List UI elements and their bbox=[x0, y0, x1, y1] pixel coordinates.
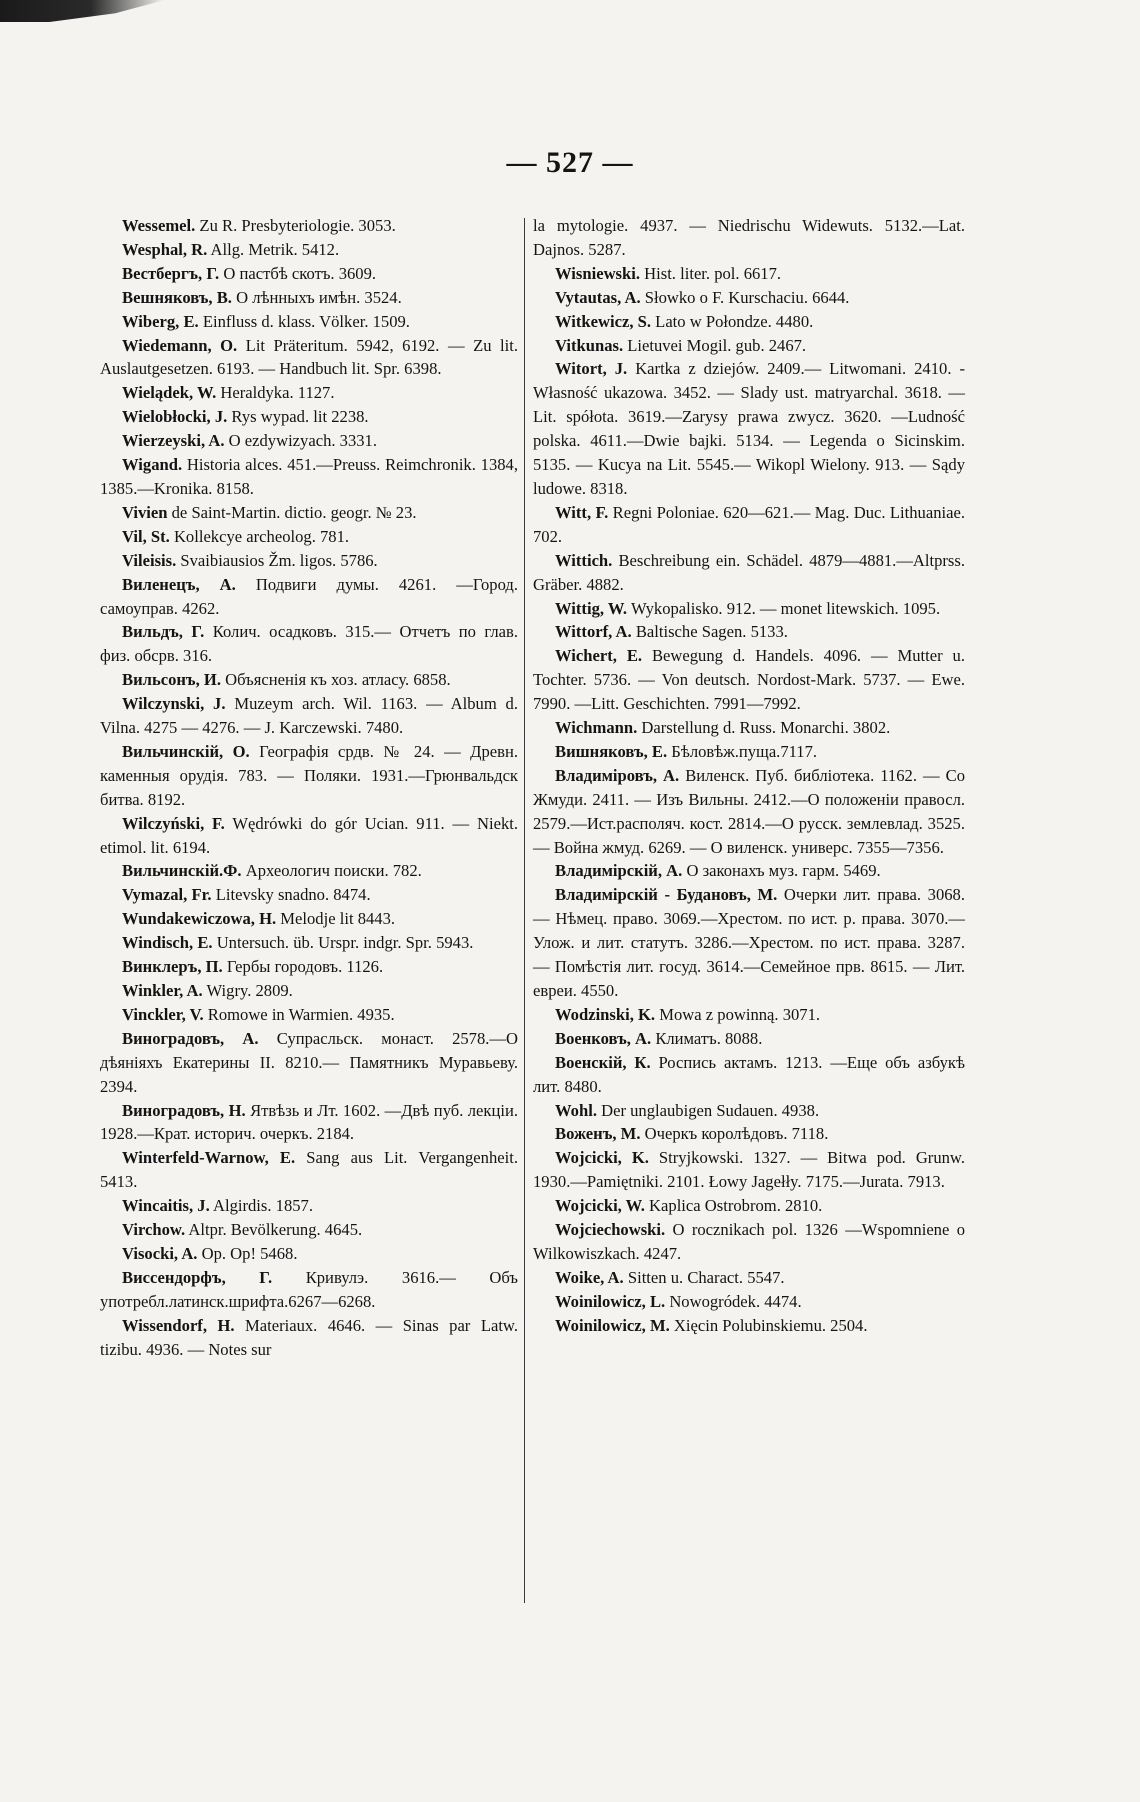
entry-works: Materiaux. 4646. — Sinas par Latw. tizibu. 4936. — Notes sur bbox=[100, 1315, 518, 1359]
entry-works: Kartka z dziejów. 2409.— Litwomani. 2410. - Własność ukazowa. 3452. — Slady ust. matryarchal. 3618. — Lit. spółota. 3619.—Zarysy prawa zwycz. 3620. —Ludność polska. 4611.—Dwie bajki. 5134. — Legenda o Sicinskim. 5135. — Kucya na Lit. 5545.— Wikopl Wielony. 913. — Sądy ludowe. 8318. bbox=[533, 359, 965, 498]
index-entry bbox=[100, 1218, 518, 1242]
entry-author: Windisch, E. bbox=[122, 933, 213, 953]
entry-author: Wissendorf, H. bbox=[122, 1315, 235, 1335]
entry-author: Wittich. bbox=[555, 550, 613, 570]
index-entry bbox=[533, 501, 965, 549]
entry-author: Wojcicki, K. bbox=[555, 1148, 649, 1168]
entry-author: Wierzeyski, A. bbox=[122, 431, 225, 451]
entry-works: la mytologie. 4937. — Niedrischu Widewuts. 5132.—Lat. Dajnos. 5287. bbox=[533, 216, 965, 259]
entry-author: Вешняковъ, В. bbox=[122, 287, 232, 307]
entry-author: Vil, St. bbox=[122, 526, 170, 546]
index-entry bbox=[100, 812, 518, 860]
index-entry bbox=[533, 1314, 965, 1338]
index-entry bbox=[100, 573, 518, 621]
index-entry bbox=[533, 1099, 965, 1123]
entry-author: Винклеръ, П. bbox=[122, 957, 223, 977]
entry-author: Wincaitis, J. bbox=[122, 1196, 210, 1216]
index-entry bbox=[100, 1314, 518, 1362]
index-entry bbox=[533, 1051, 965, 1099]
entry-works: Кривулэ. 3616.— Объ употребл.латинск.шрифта.6267—6268. bbox=[100, 1267, 518, 1311]
index-entry bbox=[100, 310, 518, 334]
index-entry bbox=[100, 979, 518, 1003]
index-entry bbox=[533, 286, 965, 310]
right-column bbox=[533, 214, 965, 1338]
entry-works: Muzeym arch. Wil. 1163. — Album d. Vilna. 4275 — 4276. — J. Karczewski. 7480. bbox=[100, 694, 519, 738]
page-number: — 527 — bbox=[506, 146, 634, 179]
index-entry bbox=[100, 1027, 518, 1099]
entry-works: Der unglaubigen Sudauen. 4938. bbox=[596, 1100, 820, 1120]
entry-works: Wykopalisko. 912. — monet litewskich. 1095. bbox=[627, 598, 941, 618]
index-entry bbox=[533, 214, 965, 262]
entry-author: Wohl. bbox=[555, 1100, 597, 1120]
index-entry bbox=[533, 716, 965, 740]
entry-works: О пастбѣ скотъ. 3609. bbox=[219, 263, 377, 283]
entry-author: Вильдъ, Г. bbox=[122, 622, 205, 642]
entry-author: Wittorf, A. bbox=[555, 622, 632, 642]
entry-author: Vinckler, V. bbox=[122, 1004, 204, 1024]
entry-works: Sitten u. Charact. 5547. bbox=[623, 1267, 785, 1287]
index-entry bbox=[100, 549, 518, 573]
entry-author: Winterfeld-Warnow, E. bbox=[122, 1148, 296, 1168]
index-entry bbox=[100, 668, 518, 692]
entry-author: Wielobłocki, J. bbox=[122, 407, 228, 427]
entry-works: Археологич поиски. 782. bbox=[241, 861, 422, 881]
index-entry bbox=[533, 262, 965, 286]
entry-author: Virchow. bbox=[122, 1220, 186, 1240]
entry-works: Объясненія къ хоз. атласу. 6858. bbox=[220, 670, 451, 690]
index-entry bbox=[100, 405, 518, 429]
entry-works: Rys wypad. lit 2238. bbox=[227, 407, 369, 427]
entry-author: Witkewicz, S. bbox=[555, 311, 652, 331]
entry-works: Heraldyka. 1127. bbox=[216, 383, 335, 403]
entry-author: Visocki, A. bbox=[122, 1243, 198, 1263]
index-entry bbox=[533, 1146, 965, 1194]
entry-works: Zu R. Presbyteriologie. 3053. bbox=[195, 216, 396, 235]
entry-works: Regni Poloniae. 620—621.— Mag. Duc. Lithuaniae. 702. bbox=[533, 502, 966, 546]
entry-works: Stryjkowski. 1327. — Bitwa pod. Grunw. 1930.—Pamiętniki. 2101. Łowy Jagełły. 7175.—Jurata. 7913. bbox=[533, 1148, 965, 1192]
entry-works: Historia alces. 451.—Preuss. Reimchronik. 1384, 1385.—Kronika. 8158. bbox=[100, 455, 518, 498]
entry-works: Einfluss d. klass. Völker. 1509. bbox=[198, 311, 410, 331]
entry-author: Воженъ, М. bbox=[555, 1124, 641, 1144]
entry-author: Wiberg, E. bbox=[122, 311, 199, 331]
entry-works: Очеркъ королѣдовъ. 7118. bbox=[640, 1124, 829, 1144]
index-entry bbox=[533, 740, 965, 764]
entry-author: Wojcicki, W. bbox=[555, 1196, 645, 1216]
index-entry bbox=[533, 1290, 965, 1314]
entry-author: Владиміровъ, А. bbox=[555, 765, 680, 785]
entry-author: Вестбергъ, Г. bbox=[122, 263, 220, 283]
entry-author: Wilczyński, F. bbox=[122, 813, 225, 833]
entry-works: Hist. liter. pol. 6617. bbox=[640, 263, 782, 283]
entry-author: Владимірскій, А. bbox=[555, 861, 683, 881]
entry-works: Untersuch. üb. Urspr. indgr. Spr. 5943. bbox=[212, 933, 474, 953]
index-entry bbox=[533, 1003, 965, 1027]
entry-author: Woike, A. bbox=[555, 1267, 624, 1287]
entry-author: Wilczynski, J. bbox=[122, 694, 226, 714]
entry-works: Melodje lit 8443. bbox=[276, 909, 396, 929]
index-entry bbox=[100, 262, 518, 286]
index-entry bbox=[100, 740, 518, 812]
index-entry bbox=[100, 334, 518, 382]
entry-author: Vivien bbox=[122, 502, 168, 522]
index-entry bbox=[100, 286, 518, 310]
entry-works: O rocznikach pol. 1326 —Wspomniene o Wilkowiszkach. 4247. bbox=[533, 1220, 965, 1263]
entry-works: Op. Op! 5468. bbox=[197, 1243, 298, 1263]
index-entry bbox=[100, 214, 518, 238]
entry-author: Winkler, A. bbox=[122, 981, 203, 1000]
entry-author: Woinilowicz, M. bbox=[555, 1315, 670, 1335]
entry-author: Wodzinski, K. bbox=[555, 1004, 656, 1024]
index-entry bbox=[100, 1099, 518, 1147]
index-entry bbox=[100, 1194, 518, 1218]
index-entry bbox=[533, 859, 965, 883]
entry-works: Географія срдв. № 24. — Древн. каменныя орудія. 783. — Поляки. 1931.—Грюнвальдск битва. 8192. bbox=[100, 741, 518, 809]
index-entry bbox=[100, 381, 518, 405]
entry-author: Виноградовъ, Н. bbox=[122, 1100, 246, 1120]
entry-works: Bewegung d. Handels. 4096. — Mutter u. Tochter. 5736. — Von deutsch. Nordost-Mark. 5737. — Ewe. 7990. —Litt. Geschichten. 7991—7992. bbox=[533, 646, 965, 714]
entry-works: Darstellung d. Russ. Monarchi. 3802. bbox=[637, 718, 891, 738]
entry-works: Romowe in Warmien. 4935. bbox=[203, 1004, 395, 1024]
entry-author: Witort, J. bbox=[555, 359, 628, 379]
index-entry bbox=[533, 1122, 965, 1146]
entry-works: Бѣловѣж.пуща.7117. bbox=[667, 741, 818, 761]
entry-works: Виленск. Пуб. библіотека. 1162. — Со Жмуди. 2411. — Изъ Вильны. 2412.—О положеніи правосл. 2579.—Ист.располяч. кост. 2814.—О русск. землевлад. 3525. — Война жмуд. 6269. — О виленск. универс. 7355—7356. bbox=[533, 765, 965, 857]
index-entry bbox=[533, 549, 965, 597]
index-entry bbox=[533, 620, 965, 644]
entry-author: Виленецъ, А. bbox=[122, 574, 236, 594]
entry-author: Vitkunas. bbox=[555, 335, 624, 355]
entry-works: О законахъ муз. гарм. 5469. bbox=[682, 861, 881, 881]
entry-author: Wielądek, W. bbox=[122, 383, 217, 403]
entry-works: O ezdywizyach. 3331. bbox=[224, 431, 378, 451]
entry-works: Lietuvei Mogil. gub. 2467. bbox=[623, 335, 807, 355]
index-entry bbox=[100, 931, 518, 955]
index-entry bbox=[533, 764, 965, 860]
left-column bbox=[100, 214, 518, 1362]
entry-works: Litevsky snadno. 8474. bbox=[211, 885, 371, 905]
entry-author: Woinilowicz, L. bbox=[555, 1291, 666, 1311]
scan-corner-artifact bbox=[0, 0, 165, 22]
entry-author: Wessemel. bbox=[122, 216, 196, 235]
entry-author: Виноградовъ, А. bbox=[122, 1028, 259, 1048]
index-entry bbox=[100, 1266, 518, 1314]
entry-author: Wesphal, R. bbox=[122, 239, 208, 259]
entry-author: Vytautas, A. bbox=[555, 287, 641, 307]
index-entry bbox=[533, 1027, 965, 1051]
index-entry bbox=[533, 597, 965, 621]
entry-works: Xięcin Polubinskiemu. 2504. bbox=[669, 1315, 868, 1335]
entry-works: Sang aus Lit. Vergangenheit. 5413. bbox=[100, 1148, 519, 1192]
entry-author: Wundakewiczowa, H. bbox=[122, 909, 277, 929]
entry-author: Вишняковъ, Е. bbox=[555, 741, 668, 761]
entry-author: Виссендорфъ, Г. bbox=[122, 1267, 273, 1287]
entry-works: Wędrówki do gór Ucian. 911. — Niekt. etimol. lit. 6194. bbox=[100, 813, 518, 857]
entry-author: Вильчинскій, О. bbox=[122, 741, 250, 761]
entry-works: Климатъ. 8088. bbox=[651, 1028, 763, 1048]
entry-works: Svaibiausios Žm. ligos. 5786. bbox=[176, 550, 378, 570]
entry-author: Владимірскій - Будановъ, М. bbox=[555, 885, 778, 905]
index-entry bbox=[533, 310, 965, 334]
index-entry bbox=[533, 1194, 965, 1218]
entry-works: Słowko o F. Kurschaciu. 6644. bbox=[640, 287, 850, 307]
index-entry bbox=[100, 907, 518, 931]
entry-works: Гербы городовъ. 1126. bbox=[222, 957, 384, 977]
entry-author: Wojciechowski. bbox=[555, 1220, 666, 1240]
index-entry bbox=[100, 692, 518, 740]
index-entry bbox=[100, 955, 518, 979]
entry-works: Lato w Połondze. 4480. bbox=[651, 311, 814, 331]
index-entry bbox=[100, 429, 518, 453]
entry-works: Ятвѣзь и Лт. 1602. —Двѣ пуб. лекціи. 1928.—Крат. историч. очеркъ. 2184. bbox=[100, 1100, 518, 1144]
entry-author: Военскій, К. bbox=[555, 1052, 651, 1072]
index-entry bbox=[100, 525, 518, 549]
index-entry bbox=[100, 620, 518, 668]
entry-author: Вильчинскій.Ф. bbox=[122, 861, 242, 881]
index-entry bbox=[100, 238, 518, 262]
entry-author: Wisniewski. bbox=[555, 263, 640, 283]
entry-works: Allg. Metrik. 5412. bbox=[207, 239, 340, 259]
index-entry bbox=[100, 501, 518, 525]
entry-author: Wichmann. bbox=[555, 718, 638, 738]
entry-works: Beschreibung ein. Schädel. 4879—4881.—Altprss. Gräber. 4882. bbox=[533, 550, 965, 594]
entry-works: Колич. осадковъ. 315.— Отчетъ по глав. физ. обсрв. 316. bbox=[100, 622, 518, 666]
entry-author: Военковъ, А. bbox=[555, 1028, 652, 1048]
index-entry bbox=[533, 1266, 965, 1290]
column-divider bbox=[524, 218, 525, 1603]
entry-works: Lit Präteritum. 5942, 6192. — Zu lit. Auslautgesetzen. 6193. — Handbuch lit. Spr. 6398. bbox=[100, 335, 518, 379]
index-entry bbox=[533, 1218, 965, 1266]
entry-works: Kaplica Ostrobrom. 2810. bbox=[644, 1196, 823, 1216]
entry-works: Подвиги думы. 4261. —Город. самоуправ. 4262. bbox=[100, 574, 518, 618]
index-entry bbox=[533, 883, 965, 1003]
index-entry bbox=[100, 1146, 518, 1194]
entry-works: Altpr. Bevölkerung. 4645. bbox=[185, 1220, 363, 1240]
entry-works: Очерки лит. права. 3068. — Нѣмец. право. 3069.—Хрестом. по ист. р. права. 3070.— Улож. и лит. статутъ. 3286.—Хрестом. по ист. права. 3287. — Помѣстія лит. госуд. 3614.—Семейное прв. 8615. — Лит. евреи. 4550. bbox=[533, 885, 965, 1000]
entry-author: Wigand. bbox=[122, 455, 183, 475]
index-entry bbox=[100, 883, 518, 907]
index-entry bbox=[100, 1242, 518, 1266]
entry-works: Wigry. 2809. bbox=[202, 981, 293, 1000]
entry-author: Wiedemann, O. bbox=[122, 335, 238, 355]
entry-author: Witt, F. bbox=[555, 502, 609, 522]
entry-author: Wittig, W. bbox=[555, 598, 628, 618]
index-entry bbox=[533, 357, 965, 500]
index-entry bbox=[533, 334, 965, 358]
entry-works: de Saint-Martin. dictio. geogr. № 23. bbox=[167, 502, 417, 522]
index-entry bbox=[533, 644, 965, 716]
entry-works: Nowogródek. 4474. bbox=[665, 1291, 802, 1311]
entry-author: Vymazal, Fr. bbox=[122, 885, 212, 905]
entry-works: Супрасльск. монаст. 2578.—О дѣяніяхъ Екатерины II. 8210.— Памятникъ Муравьеву. 2394. bbox=[100, 1028, 518, 1096]
entry-author: Vileisis. bbox=[122, 550, 177, 570]
entry-author: Вильсонъ, И. bbox=[122, 670, 221, 690]
index-entry bbox=[100, 453, 518, 501]
entry-works: Mowa z powinną. 3071. bbox=[655, 1004, 821, 1024]
index-entry bbox=[100, 859, 518, 883]
entry-works: Baltische Sagen. 5133. bbox=[631, 622, 788, 642]
entry-works: О лѣнныхъ имѣн. 3524. bbox=[231, 287, 402, 307]
entry-works: Роспись актамъ. 1213. —Еще объ азбукѣ лит. 8480. bbox=[533, 1052, 965, 1096]
entry-works: Kollekcye archeolog. 781. bbox=[169, 526, 350, 546]
index-entry bbox=[100, 1003, 518, 1027]
entry-works: Algirdis. 1857. bbox=[209, 1196, 314, 1216]
entry-author: Wichert, E. bbox=[555, 646, 643, 666]
